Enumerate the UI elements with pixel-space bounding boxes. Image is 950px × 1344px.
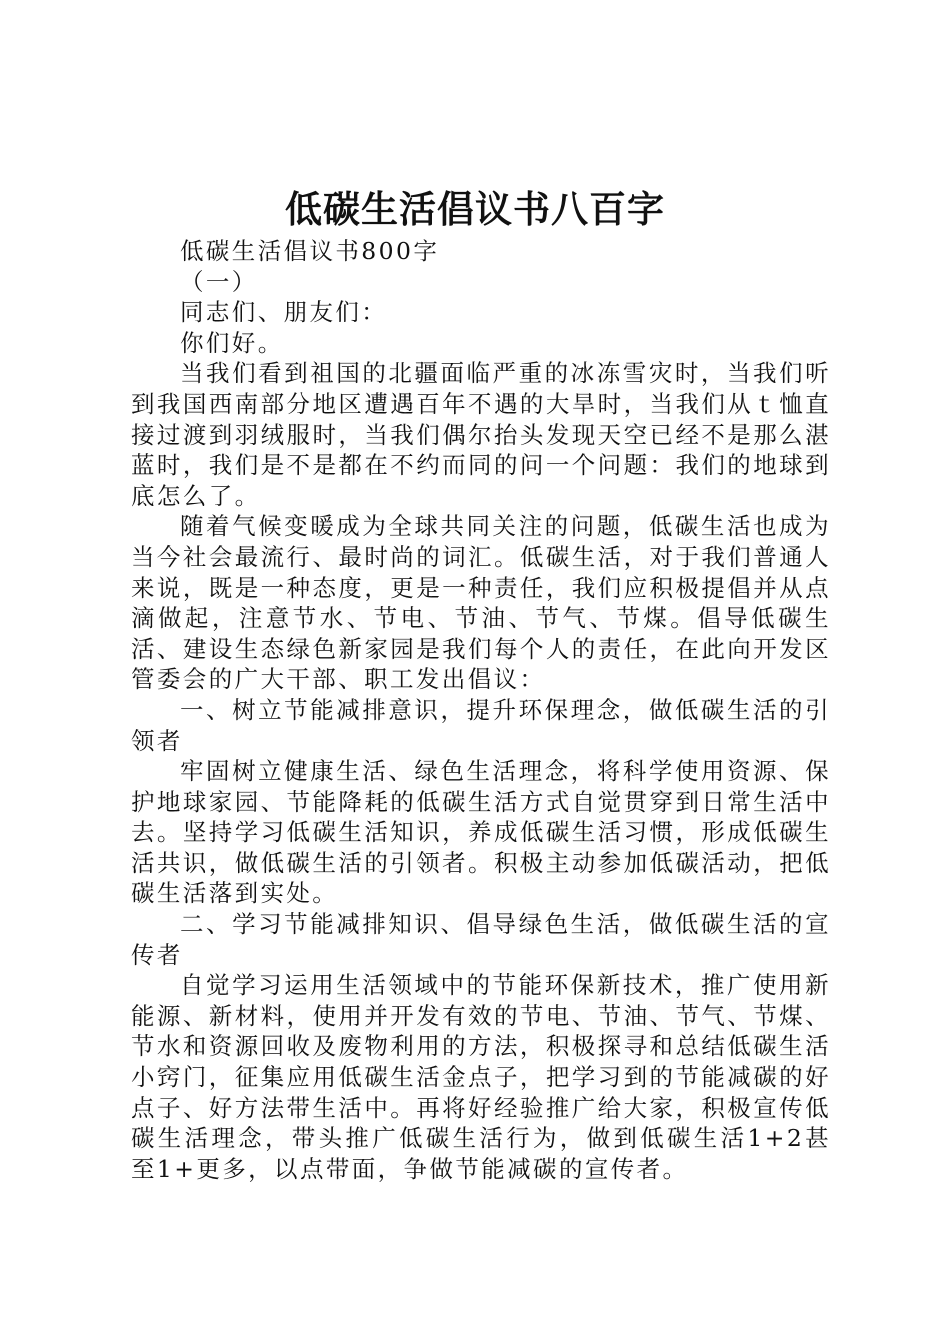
paragraph-body: 牢固树立健康生活、绿色生活理念，将科学使用资源、保护地球家园、节能降耗的低碳生活方式自觉贯穿到日常生活中去。坚持学习低碳生活知识，养成低碳生活习惯，形成低碳生活共识，做低碳生活的引领者。积极主动参加低碳活动，把低碳生活落到实处。 bbox=[131, 757, 831, 908]
document-body bbox=[131, 236, 831, 1184]
paragraph-greeting: 你们好。 bbox=[180, 328, 284, 357]
paragraph-section-marker: （一） bbox=[180, 267, 258, 296]
paragraph-heading: 一、树立节能减排意识，提升环保理念，做低碳生活的引领者 bbox=[131, 695, 831, 755]
document-title: 低碳生活倡议书八百字 bbox=[285, 187, 665, 231]
paragraph-body: 当我们看到祖国的北疆面临严重的冰冻雪灾时，当我们听到我国西南部分地区遭遇百年不遇的大旱时，当我们从ｔ恤直接过渡到羽绒服时，当我们偶尔抬头发现天空已经不是那么湛蓝时，我们是不是都在不约而同的问一个问题：我们的地球到底怎么了。 bbox=[131, 359, 831, 510]
paragraph-heading: 二、学习节能减排知识、倡导绿色生活，做低碳生活的宣传者 bbox=[131, 910, 831, 969]
paragraph-body: 自觉学习运用生活领域中的节能环保新技术，推广使用新能源、新材料，使用并开发有效的节电、节油、节气、节煤、节水和资源回收及废物利用的方法，积极探寻和总结低碳生活小窍门，征集应用低碳生活金点子，把学习到的节能减碳的好点子、好方法带生活中。再将好经验推广给大家，积极宣传低碳生活理念，带头推广低碳生活行为，做到低碳生活1+2甚至1+更多，以点带面，争做节能减碳的宣传者。 bbox=[131, 971, 831, 1183]
paragraph-body: 随着气候变暖成为全球共同关注的问题，低碳生活也成为当今社会最流行、最时尚的词汇。低碳生活，对于我们普通人来说，既是一种态度，更是一种责任，我们应积极提倡并从点滴做起，注意节水、节电、节油、节气、节煤。倡导低碳生活、建设生态绿色新家园是我们每个人的责任，在此向开发区管委会的广大干部、职工发出倡议： bbox=[131, 512, 831, 694]
paragraph-salutation: 同志们、朋友们： bbox=[180, 298, 388, 327]
paragraph-subtitle: 低碳生活倡议书800字 bbox=[180, 237, 440, 265]
